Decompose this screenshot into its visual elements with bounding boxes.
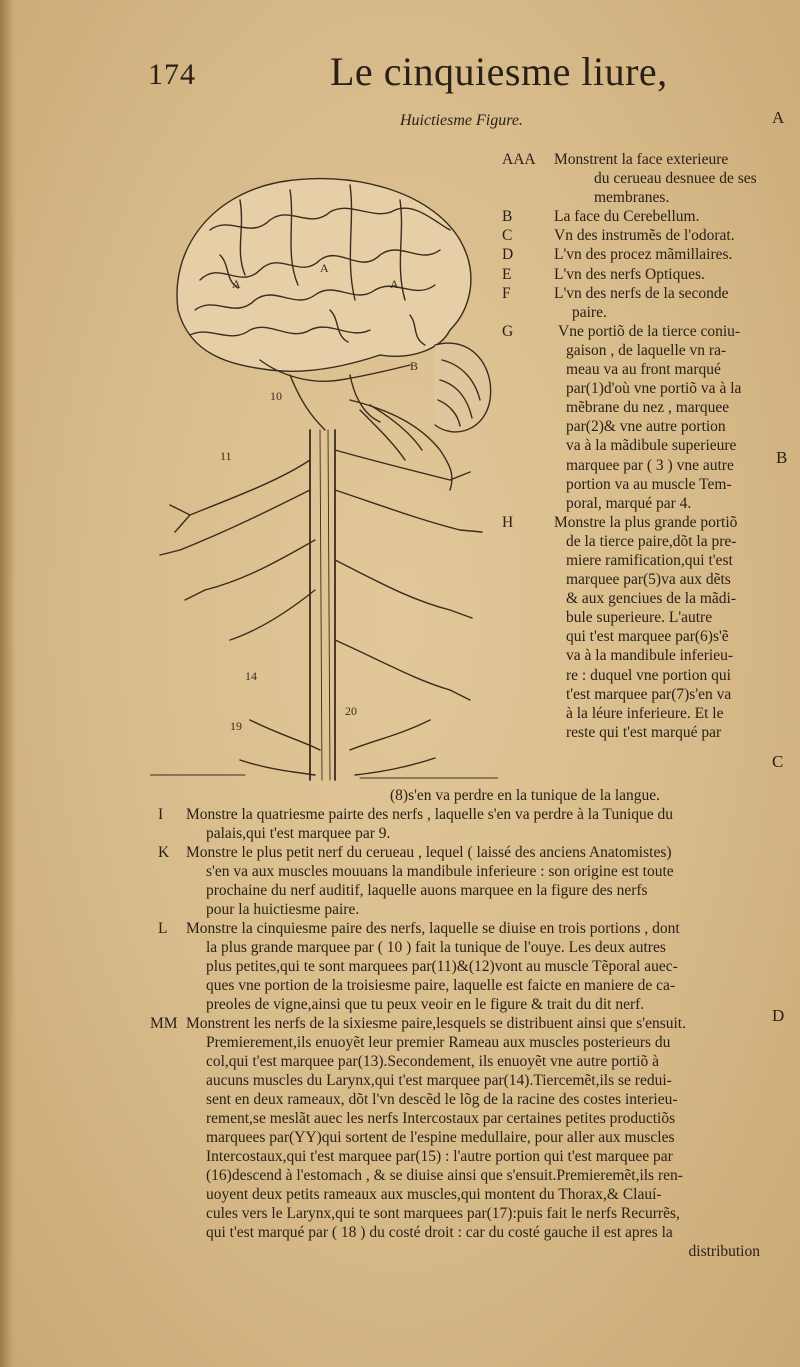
book-title: Le cinquiesme liure, — [330, 49, 668, 94]
svg-text:19: 19 — [230, 719, 242, 733]
legend-line: aucuns muscles du Larynx,qui t'est marquee par(14).Tiercemẽt,ils se redui- — [206, 1072, 672, 1089]
legend-line: preoles de vigne,ainsi que tu peux veoir en le figure & trait du dit nerf. — [206, 996, 645, 1013]
legend-entry-g — [496, 322, 781, 513]
legend-line: qui t'est marqué par ( 18 ) du costé droit : car du costé gauche il est apres la — [206, 1224, 673, 1241]
legend-line: sent en deux rameaux, dõt l'vn descẽd le lõg de la racine des costes interieu- — [206, 1091, 678, 1108]
svg-text:14: 14 — [245, 669, 257, 683]
legend-line: plus petites,qui te sont marquees par(11)&(12)vont au muscle Tẽporal auec- — [206, 958, 678, 975]
page-gutter — [0, 0, 16, 1367]
legend-line: la plus grande marquee par ( 10 ) fait la tunique de l'ouye. Les deux autres — [206, 939, 666, 956]
legend-line: L'vn des nerfs Optiques. — [554, 265, 705, 283]
legend-label: C — [502, 227, 513, 245]
legend-line: Intercostaux,qui t'est marquee par(15) : l'autre portion qui t'est marquee par — [206, 1148, 673, 1165]
legend-label: E — [502, 265, 512, 283]
margin-letter-c: C — [772, 752, 784, 771]
legend-label: K — [158, 844, 170, 861]
legend-line: Monstrent les nerfs de la sixiesme paire,lesquels se distribuent ainsi que s'ensuit. — [186, 1015, 686, 1032]
legend-line: par(2)& vne autre portion — [566, 418, 726, 436]
legend-line: va à la mandibule inferieu- — [566, 647, 733, 665]
legend-line: t'est marquee par(7)s'en va — [566, 685, 732, 703]
legend-line: par(1)d'où vne portiõ va à la — [566, 380, 742, 398]
legend-line: re : duquel vne portion qui — [566, 666, 731, 684]
legend-label: AAA — [502, 151, 536, 168]
legend-line-h-tail: (8)s'en va perdre en la tunique de la langue. — [390, 787, 661, 804]
legend-line: Monstrent la face exterieure — [554, 151, 729, 168]
legend-entry-aaa — [496, 150, 781, 207]
legend-line: prochaine du nerf auditif, laquelle auons marquee en la figure des nerfs — [206, 882, 648, 899]
legend-line: Vne portiõ de la tierce coniu- — [558, 322, 741, 340]
legend-label: MM — [150, 1015, 178, 1032]
legend-line: de la tierce paire,dõt la pre- — [566, 532, 737, 550]
legend-line: qui t'est marquee par(6)s'ẽ — [566, 628, 729, 646]
legend-label: B — [502, 208, 513, 226]
legend-entry-h — [496, 513, 781, 742]
legend-line: La face du Cerebellum. — [554, 208, 700, 226]
svg-text:B: B — [410, 359, 419, 373]
legend-line: reste qui t'est marqué par — [566, 723, 722, 741]
legend-entry-b — [496, 207, 781, 226]
svg-text:A: A — [320, 261, 329, 275]
legend-right-column — [496, 150, 781, 742]
legend-entry-e — [496, 265, 781, 284]
legend-line: Monstre la quatriesme pairte des nerfs , laquelle s'en va perdre à la Tunique du — [186, 806, 674, 823]
svg-text:A: A — [232, 277, 241, 291]
legend-line: L'vn des nerfs de la seconde — [554, 284, 729, 302]
legend-line: à la léure inferieure. Et le — [566, 704, 724, 722]
legend-line: gaison , de laquelle vn ra- — [566, 341, 727, 359]
legend-line: poral, marqué par 4. — [566, 494, 692, 512]
legend-entry-d — [496, 245, 781, 264]
legend-label: F — [502, 284, 511, 302]
legend-full-width — [150, 786, 770, 1261]
legend-entry-l — [150, 919, 770, 1014]
legend-line: meau va au front marqué — [566, 361, 721, 379]
legend-label: D — [502, 246, 514, 264]
legend-line: marquee par ( 3 ) vne autre — [566, 456, 734, 474]
margin-letter-d: D — [772, 1006, 785, 1025]
svg-text:20: 20 — [345, 704, 357, 718]
legend-line: Vn des instrumẽs de l'odorat. — [554, 227, 735, 245]
legend-line: mẽbrane du nez , marquee — [566, 399, 730, 417]
margin-letter-b: B — [776, 448, 788, 467]
page-number: 174 — [148, 58, 196, 91]
legend-line: pour la huictiesme paire. — [206, 901, 360, 918]
legend-line: du cerueau desnuee de ses — [594, 170, 757, 188]
svg-text:10: 10 — [270, 389, 282, 403]
legend-line: col,qui t'est marquee par(13).Secondement, ils enuoyẽt vne autre portiõ à — [206, 1053, 660, 1070]
legend-label: G — [502, 322, 514, 340]
legend-line: s'en va aux muscles mouuans la mandibule inferieure : son origine est toute — [206, 863, 674, 880]
legend-entry-i — [150, 805, 770, 843]
margin-letter-a: A — [772, 108, 785, 127]
legend-last-line: distribution — [688, 1243, 760, 1260]
svg-text:11: 11 — [220, 449, 232, 463]
legend-label: I — [158, 806, 164, 823]
legend-entry-f — [496, 284, 781, 322]
legend-line: portion va au muscle Tem- — [566, 475, 732, 493]
anatomical-figure — [150, 160, 498, 785]
legend-line: & aux genciues de la mãdi- — [566, 590, 737, 608]
legend-line: paire. — [572, 303, 607, 321]
legend-line: Monstre la plus grande portiõ — [554, 513, 738, 531]
legend-label: H — [502, 513, 514, 531]
legend-entry-c — [496, 226, 781, 245]
legend-line: ques vne portion de la troisiesme paire, laquelle est faicte en maniere de ca- — [206, 977, 676, 994]
page-header — [0, 44, 800, 94]
legend-line: palais,qui t'est marquee par 9. — [206, 825, 391, 842]
legend-line: Premierement,ils enuoyẽt leur premier Rameau aux muscles posterieurs du — [206, 1034, 671, 1051]
figure-caption: Huictiesme Figure. — [400, 112, 523, 129]
legend-line: miere ramification,qui t'est — [566, 551, 733, 569]
legend-line: rement,se meslãt auec les nerfs Intercostaux par certaines petites productiõs — [206, 1110, 676, 1127]
legend-line: marquee par(5)va aux dẽts — [566, 571, 731, 589]
legend-label: L — [158, 920, 168, 937]
legend-line: cules vers le Larynx,qui te sont marquees par(17):puis fait le nerfs Recurrẽs, — [206, 1205, 680, 1222]
legend-line: Monstre le plus petit nerf du cerueau , lequel ( laissé des anciens Anatomistes) — [186, 844, 672, 861]
legend-line: (16)descend à l'estomach , & se diuise ainsi que s'ensuit.Premieremẽt,ils ren- — [206, 1167, 683, 1184]
legend-line: Monstre la cinquiesme paire des nerfs, laquelle se diuise en trois portions , dont — [186, 920, 680, 937]
legend-line: marquees par(YY)qui sortent de l'espine medullaire, pour aller aux muscles — [206, 1129, 675, 1146]
legend-line: va à la mãdibule superieure — [566, 437, 737, 455]
legend-line: membranes. — [594, 189, 670, 207]
legend-entry-k — [150, 843, 770, 919]
legend-entry-mm — [150, 1014, 770, 1242]
legend-line: uoyent deux petits rameaux aux muscles,qui montent du Thorax,& Clauí- — [206, 1186, 662, 1203]
legend-line: bule superieure. L'autre — [566, 609, 713, 627]
svg-text:A: A — [390, 277, 399, 291]
legend-line: L'vn des procez mãmillaires. — [554, 246, 733, 264]
